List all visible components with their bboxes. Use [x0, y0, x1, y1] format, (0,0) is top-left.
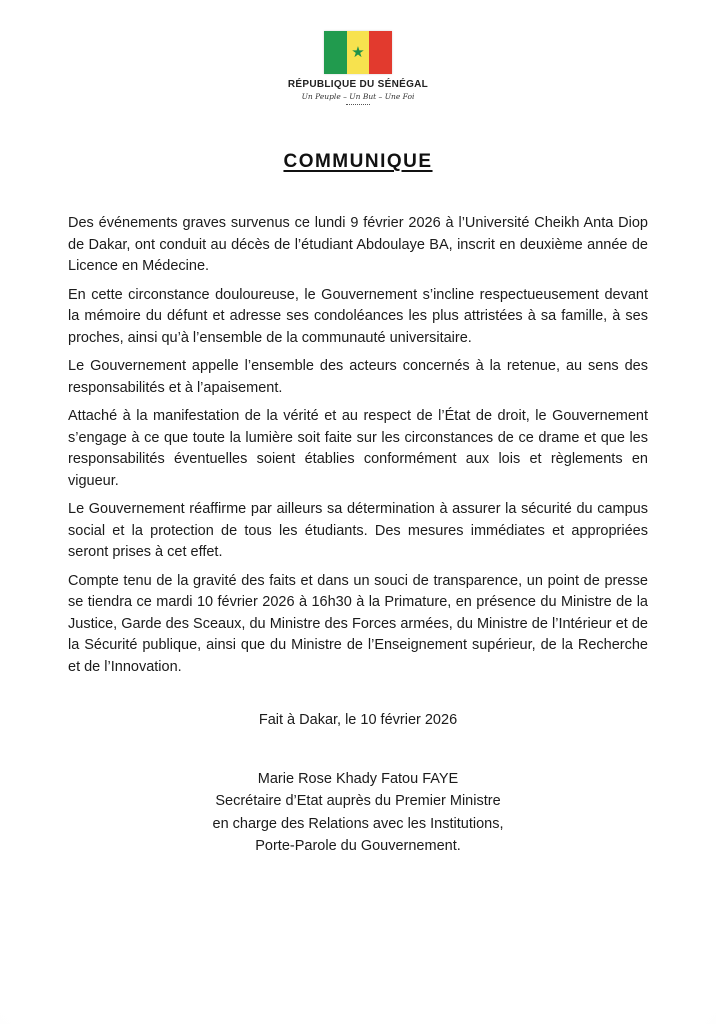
signature-block [0, 768, 716, 858]
body-paragraph-2: En cette circonstance douloureuse, le Gouvernement s’incline respectueusement devant la mémoire du défunt et adresse ses condoléances les plus attristées à sa famille, à ses proches, ainsi qu’à l’ensemble de la communauté universitaire. [68, 286, 648, 346]
body-paragraph-6: Compte tenu de la gravité des faits et dans un souci de transparence, un point de presse se tiendra ce mardi 10 février 2026 à 16h30 à la Primature, en présence du Ministre de la Justice, Garde des Sceaux, du Ministre des Forces armées, du Ministre de l’Intérieur et de la Sécurité publique, ainsi que du Ministre de l’Enseignement supérieur, de la Recherche et de l’Innovation. [68, 572, 648, 675]
dateline: Fait à Dakar, le 10 février 2026 [258, 712, 458, 728]
body-paragraph-4: Attaché à la manifestation de la vérité et au respect de l’État de droit, le Gouvernement s’engage à ce que toute la lumière soit faite sur les circonstances de ce drame et que les responsabilités éventuelles soient établies conformément aux lois et règlements en vigueur. [68, 408, 648, 489]
flag-star-icon: ★ [351, 43, 365, 61]
signatory-role-line-2: en charge des Relations avec les Institutions, [212, 815, 504, 832]
country-name: RÉPUBLIQUE DU SÉNÉGAL [287, 79, 429, 90]
signatory-role-line-1: Secrétaire d’Etat auprès du Premier Ministre [215, 793, 501, 809]
signatory-name: Marie Rose Khady Fatou FAYE [257, 770, 459, 787]
flag-stripe-yellow [347, 31, 370, 74]
body-paragraph-5: Le Gouvernement réaffirme par ailleurs sa détermination à assurer la sécurité du campus social et la protection de tous les étudiants. Des mesures immédiates et appropriées seront prises à cet effet. [68, 501, 648, 560]
senegal-flag-icon [324, 31, 392, 74]
body-paragraph-1: Des événements graves survenus ce lundi 9 février 2026 à l’Université Cheikh Anta Diop de Dakar, ont conduit au décès de l’étudiant Abdoulaye BA, inscrit en deuxième année de Licence en Médecine. [68, 215, 648, 274]
document-title: COMMUNIQUE [283, 151, 433, 172]
letterhead [0, 0, 716, 105]
flag-stripe-red [369, 31, 392, 74]
flag-stripe-green [324, 31, 347, 74]
national-motto: Un Peuple – Un But – Une Foi [301, 92, 415, 101]
signatory-role-line-3: Porte-Parole du Gouvernement. [255, 838, 461, 854]
body-paragraph-3: Le Gouvernement appelle l’ensemble des acteurs concernés à la retenue, au sens des responsabilités et à l’apaisement. [68, 358, 648, 396]
motto-divider [346, 104, 370, 105]
document-body [68, 213, 648, 678]
